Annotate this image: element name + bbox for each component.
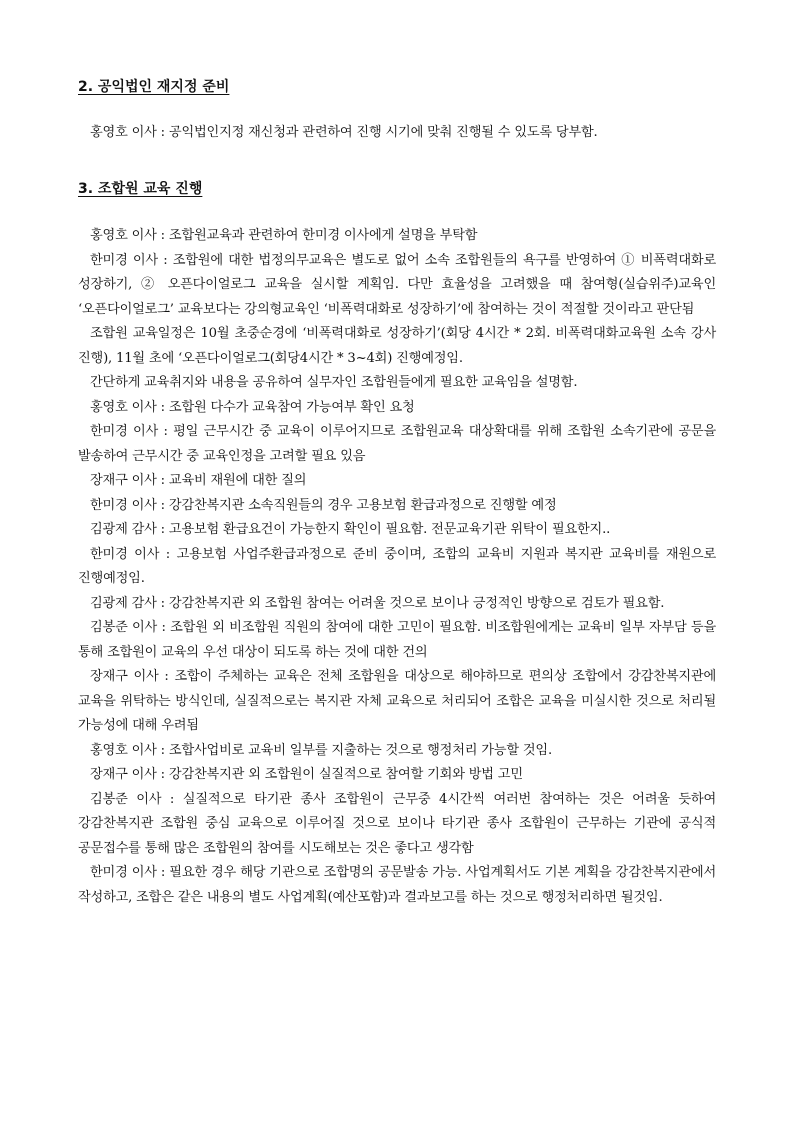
meeting-remark: 홍영호 이사 : 조합원 다수가 교육참여 가능여부 확인 요청 — [90, 399, 415, 415]
section-3-heading: 3. 조합원 교육 진행 — [78, 181, 203, 197]
meeting-remark: 장재구 이사 : 교육비 재원에 대한 질의 — [90, 473, 307, 488]
section-2-heading: 2. 공익법인 재지정 준비 — [78, 79, 230, 95]
meeting-remark: 한미경 이사 : 강감찬복지관 소속직원들의 경우 고용보험 환급과정으로 진행할 예정 — [90, 497, 557, 513]
meeting-remark: 조합원 교육일정은 10월 초중순경에 ‘비폭력대화로 성장하기’(회당 4시간 * 2회. 비폭력대화교육원 소속 강사 진행), 11월 초에 ‘오픈다이얼로그(회당4시간 * 3~4회) 진행예정임. — [78, 326, 716, 366]
meeting-remark: 홍영호 이사 : 조합원교육과 관련하여 한미경 이사에게 설명을 부탁함 — [90, 228, 478, 243]
meeting-remark: 한미경 이사 : 고용보험 사업주환급과정으로 준비 중이며, 조합의 교육비 지원과 복지관 교육비를 재원으로 진행예정임. — [78, 546, 716, 586]
section-3-body — [78, 224, 716, 910]
meeting-remark: 한미경 이사 : 조합원에 대한 법정의무교육은 별도로 없어 소속 조합원들의 욕구를 반영하여 ① 비폭력대화로 성장하기, ② 오픈다이얼로그 교육을 실시할 계획임. 다만 효율성을 고려했을 때 참여형(실습위주)교육인 ‘오픈다이얼로그’ 교육보다는 강의형교육인 ‘비폭력대화로 성장하기’에 참여하는 것이 적절할 것이라고 판단됨 — [78, 252, 716, 317]
meeting-remark: 간단하게 교육취지와 내용을 공유하여 실무자인 조합원들에게 필요한 교육임을 설명함. — [90, 375, 578, 390]
meeting-remark: 한미경 이사 : 필요한 경우 해당 기관으로 조합명의 공문발송 가능. 사업계획서도 기본 계획을 강감찬복지관에서 작성하고, 조합은 같은 내용의 별도 사업계획(예산포함)과 결과보고를 하는 것으로 행정처리하면 될것임. — [78, 865, 716, 905]
meeting-remark: 한미경 이사 : 평일 근무시간 중 교육이 이루어지므로 조합원교육 대상확대를 위해 조합원 소속기관에 공문을 발송하여 근무시간 중 교육인정을 고려할 필요 있음 — [78, 424, 716, 464]
meeting-remark: 김광제 감사 : 고용보험 환급요건이 가능한지 확인이 필요함. 전문교육기관 위탁이 필요한지.. — [90, 522, 611, 537]
section-2-paragraph: 홍영호 이사 : 공익법인지정 재신청과 관련하여 진행 시기에 맞춰 진행될 수 있도록 당부함. — [90, 125, 598, 140]
meeting-remark: 김광제 감사 : 강감찬복지관 외 조합원 참여는 어려울 것으로 보이나 긍정적인 방향으로 검토가 필요함. — [90, 595, 665, 611]
meeting-remark: 홍영호 이사 : 조합사업비로 교육비 일부를 지출하는 것으로 행정처리 가능할 것임. — [90, 742, 552, 758]
meeting-remark: 김봉준 이사 : 조합원 외 비조합원 직원의 참여에 대한 고민이 필요함. 비조합원에게는 교육비 일부 자부담 등을 통해 조합원이 교육의 우선 대상이 되도록 하는 것에 대한 건의 — [78, 620, 716, 660]
meeting-remark: 장재구 이사 : 강감찬복지관 외 조합원이 실질적으로 참여할 기회와 방법 고민 — [90, 767, 523, 782]
meeting-remark: 김봉준 이사 : 실질적으로 타기관 종사 조합원이 근무중 4시간씩 여러번 참여하는 것은 어려울 듯하여 강감찬복지관 조합원 중심 교육으로 이루어질 것으로 보이나 타기관 종사 조합원이 근무하는 기관에 공식적 공문접수를 통해 많은 조합원의 참여를 시도해보는 것은 좋다고 생각함 — [78, 791, 716, 856]
meeting-remark: 장재구 이사 : 조합이 주체하는 교육은 전체 조합원을 대상으로 해야하므로 편의상 조합에서 강감찬복지관에 교육을 위탁하는 방식인데, 실질적으로는 복지관 자체 교육으로 처리되어 조합은 교육을 미실시한 것으로 처리될 가능성에 대해 우려됨 — [78, 669, 716, 733]
